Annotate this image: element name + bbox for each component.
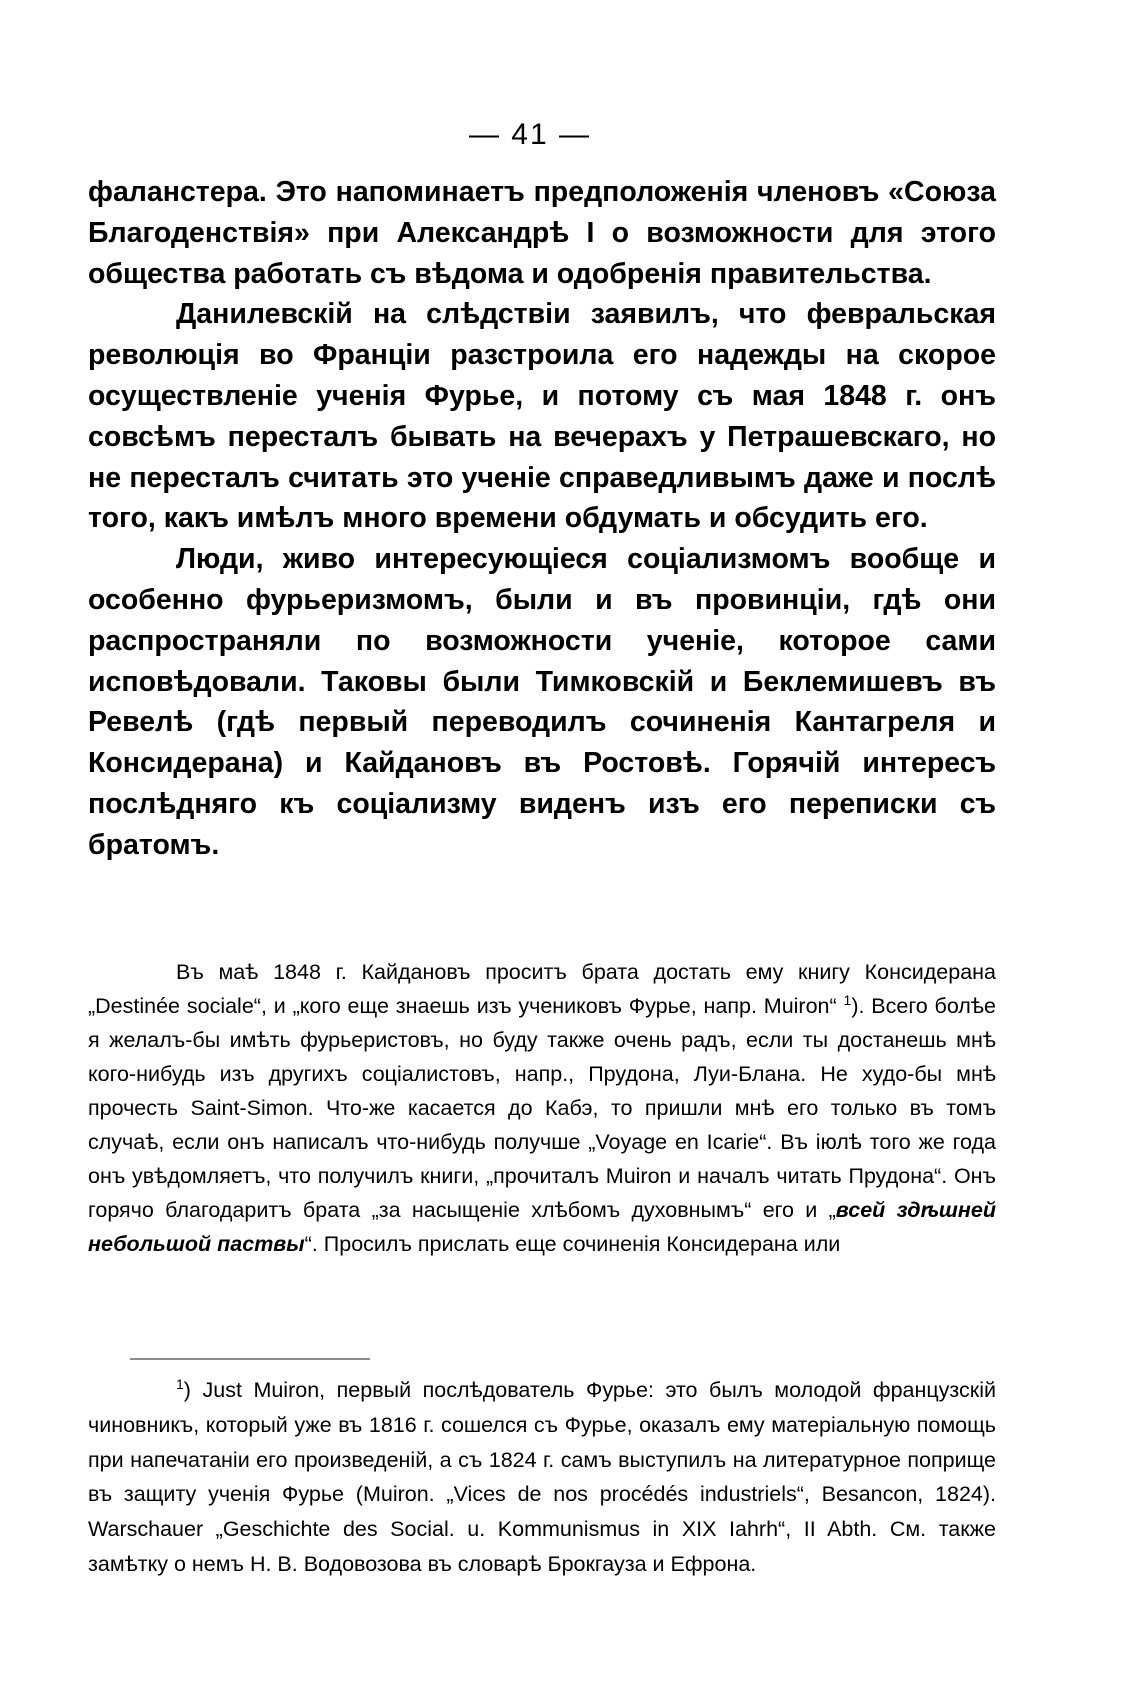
footnote-separator	[130, 1358, 370, 1360]
footnote-mark: 1	[176, 1375, 184, 1392]
quote-text-after-mark: ). Всего болѣе я желалъ-бы имѣть фурьеристовъ, но буду также очень радъ, если ты достанешь мнѣ кого-нибудь изъ другихъ соціалистовъ, напр., Прудона, Луи-Блана. Не худо-бы мнѣ прочесть Saint-Simon. Что-же касается до Кабэ, то пришли мнѣ его только въ томъ случаѣ, если онъ написалъ что-нибудь получше „Voyage en Icarie“. Въ іюлѣ того же года онъ увѣдомляетъ, что получилъ книги, „прочиталъ Muiron и началъ читать Прудона“. Онъ горячо благодаритъ брата „за насыщеніе хлѣбомъ духовнымъ“ его и „	[88, 994, 996, 1222]
quoted-letter	[88, 955, 996, 1261]
quote-text-before-mark: Въ маѣ 1848 г. Кайдановъ проситъ брата достать ему книгу Консидерана „Destinée sociale“, и „кого еще знаешь изъ учениковъ Фурье, напр. Muiron“	[88, 960, 996, 1018]
page-number: — 41 —	[468, 118, 592, 151]
paragraph-2: Данилевскій на слѣдствіи заявилъ, что февральская революція во Франціи разстроила его надежды на скорое осуществленіе ученія Фурье, и потому съ мая 1848 г. онъ совсѣмъ пересталъ бывать на вечерахъ у Петрашевскаго, но не пересталъ считать это ученіе справедливымъ даже и послѣ того, какъ имѣлъ много времени обдумать и обсудить его.	[88, 298, 996, 535]
quoted-letter-paragraph	[88, 955, 996, 1261]
footnote	[88, 1373, 996, 1582]
paragraph-3: Люди, живо интересующіеся соціализмомъ вообще и особенно фурьеризмомъ, были и въ провинціи, гдѣ они распространяли по возможности ученіе, которое сами исповѣдовали. Таковы были Тимковскій и Беклемишевъ въ Ревелѣ (гдѣ первый переводилъ сочиненія Кантагреля и Консидерана) и Кайдановъ въ Ростовѣ. Горячій интересъ послѣдняго къ соціализму виденъ изъ его переписки съ братомъ.	[88, 543, 996, 861]
footnote-reference: 1	[843, 991, 852, 1008]
footnote-text: ) Just Muiron, первый послѣдователь Фурье: это былъ молодой французскій чиновникъ, который уже въ 1816 г. сошелся съ Фурье, оказалъ ему матеріальную помощь при напечатаніи его произведеній, а съ 1824 г. самъ выступилъ на литературное поприще въ защиту ученія Фурье (Muiron. „Vices de nos procédés industriels“, Besancon, 1824). Warschauer „Geschichte des Social. u. Kommunismus in XIX Iahrh“, II Abth. См. также замѣтку о немъ Н. В. Водовозова въ словарѣ Брокгауза и Ефрона.	[88, 1378, 996, 1576]
paragraph-1: фаланстера. Это напоминаетъ предположенія членовъ «Союза Благоденствія» при Александрѣ I о возможности для этого общества работать съ вѣдома и одобренія правительства.	[88, 176, 996, 290]
quote-emphasis: всей здѣшней небольшой паствы	[88, 1198, 996, 1256]
main-text	[88, 172, 996, 866]
quote-text-end: “. Просилъ прислать еще сочиненія Консидерана или	[304, 1232, 841, 1256]
footnote-paragraph	[88, 1373, 996, 1582]
